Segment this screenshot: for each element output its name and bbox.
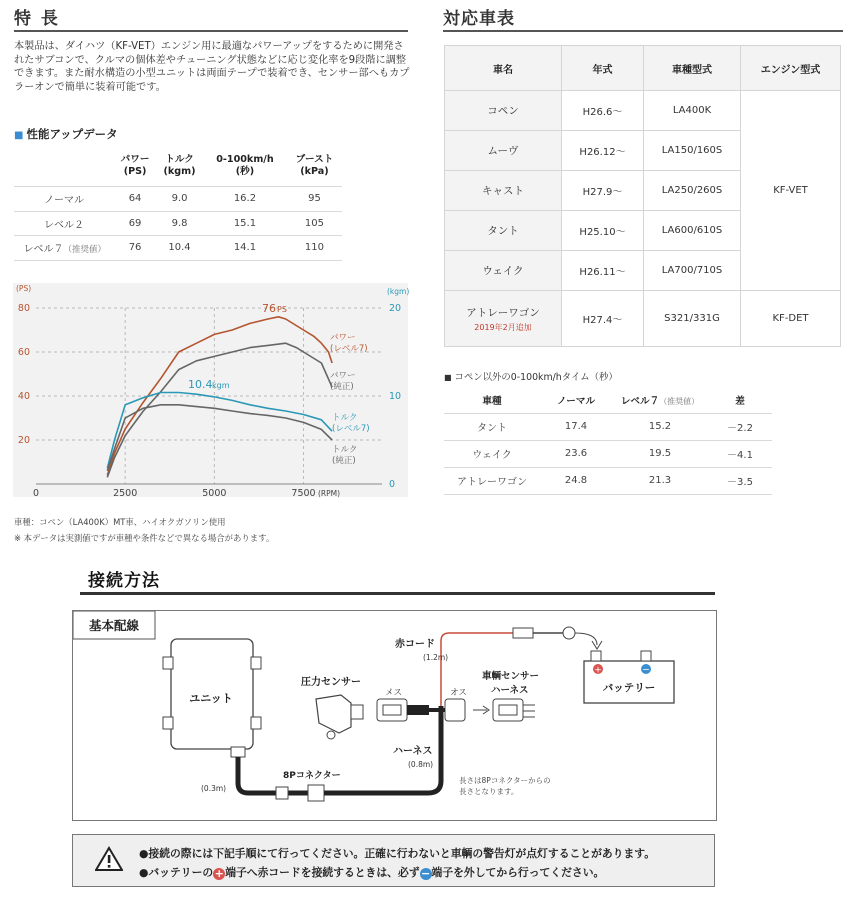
table-cell: 10.4 — [156, 236, 203, 261]
battery-label: バッテリー — [602, 682, 656, 694]
compat-table-header — [445, 46, 841, 91]
series-label-torque_stock: トルク — [332, 445, 358, 455]
table-cell: 95 — [287, 187, 342, 212]
male-connector — [445, 699, 465, 721]
added-date-note: 2019年2月追加 — [474, 322, 532, 332]
wheel-sensor-label-2: ハーネス — [491, 685, 529, 696]
compat-title: 対応車表 — [443, 9, 515, 29]
length-note-1: 長さは8Pコネクターからの — [459, 776, 551, 785]
compat-table — [444, 45, 841, 347]
table-cell: 15.2 — [612, 413, 708, 440]
row-label: レベル７（推奨値） — [14, 236, 114, 261]
perf-col-boost: ブースト (kPa) — [295, 154, 334, 177]
table-cell: －3.5 — [708, 467, 772, 494]
car-model: S321/331G — [644, 291, 741, 347]
accel-time-table — [444, 388, 772, 495]
car-model: LA700/710S — [644, 251, 741, 291]
car-name: タント — [445, 211, 562, 251]
table-cell: アトレーワゴン — [444, 467, 540, 494]
perf-col-torque: トルク (kgm) — [163, 154, 196, 177]
series-label-torque_level7: トルク — [332, 413, 358, 423]
table-cell: 14.1 — [203, 236, 287, 261]
features-title: 特 長 — [14, 9, 60, 29]
col-diff: 差 — [735, 396, 745, 408]
y-right-tick-label: 0 — [389, 479, 396, 490]
table-cell: タント — [444, 413, 540, 440]
car-name: ウェイク — [445, 251, 562, 291]
x-tick-label: 5000 — [202, 488, 227, 499]
table-row — [444, 413, 772, 440]
table-cell: 69 — [114, 211, 156, 236]
col-car-name: 車名 — [445, 46, 562, 91]
car-year: H26.12～ — [562, 131, 644, 171]
unit-label: ユニット — [189, 692, 233, 705]
y-left-axis-label: (PS) — [16, 284, 32, 293]
y-right-tick-label: 10 — [389, 391, 402, 402]
minus-terminal-icon: − — [420, 867, 431, 880]
table-cell: 76 — [114, 236, 156, 261]
square-bullet-icon: ■ — [444, 373, 452, 382]
row-label: レベル２ — [14, 211, 114, 236]
y-left-tick-label: 60 — [17, 347, 30, 358]
annotation-peak-torque: 10.4 — [188, 378, 213, 391]
col-car: 車種 — [482, 396, 502, 408]
connection-title: 接続方法 — [88, 571, 160, 591]
battery-plus: + — [594, 665, 602, 676]
annotation-peak-power: 76 — [262, 302, 276, 315]
table-cell: 105 — [287, 211, 342, 236]
y-right-axis-label: (kgm) — [387, 287, 410, 296]
car-name: アトレーワゴン 2019年2月追加 — [445, 291, 562, 347]
x-tick-label: 2500 — [113, 488, 138, 499]
car-year: H26.11～ — [562, 251, 644, 291]
y-left-tick-label: 80 — [17, 303, 30, 314]
harness-label: ハーネス — [393, 746, 433, 757]
8p-connector-length: (0.3m) — [201, 784, 227, 793]
compat-divider — [443, 30, 843, 32]
car-model: LA150/160S — [644, 131, 741, 171]
warning-box — [72, 834, 715, 887]
x-tick-label: 7500 — [291, 488, 316, 499]
car-year: H25.10～ — [562, 211, 644, 251]
table-cell: 9.8 — [156, 211, 203, 236]
x-tick-label: 0 — [32, 488, 40, 499]
annotation-peak-torque-unit: kgm — [212, 381, 230, 390]
chart-note-vehicle: 車種：コペン（LA400K）MT車、ハイオクガソリン使用 — [14, 517, 226, 527]
8p-connector-left — [276, 787, 288, 799]
table-cell: 19.5 — [612, 440, 708, 467]
car-model: LA600/610S — [644, 211, 741, 251]
perf-col-power: パワー (PS) — [120, 154, 150, 177]
table-cell: 23.6 — [540, 440, 612, 467]
wiring-diagram — [72, 610, 717, 821]
car-model: LA400K — [644, 91, 741, 131]
table-row — [444, 440, 772, 467]
series-sublabel-power_level7: (レベル7) — [330, 344, 368, 354]
plus-terminal-icon: + — [214, 867, 224, 880]
features-intro: 本製品は、ダイハツ（KF-VET）エンジン用に最適なパワーアップをするために開発されたサブコンで、クルマの個体差やチューニング状態などに応じ変化率を9段階に調整できます。また耐水構造の小型ユニットは両面テープで装着でき、センサー部へもカプラーオンで簡単に装着可能です。 — [14, 41, 410, 93]
red-cord-fuse — [513, 628, 533, 638]
female-label: メス — [385, 688, 403, 698]
y-left-tick-label: 20 — [17, 435, 30, 446]
series-label-power_stock: パワー — [330, 371, 356, 381]
engine-type-kfvet: KF-VET — [741, 91, 841, 291]
series-sublabel-power_stock: (純正) — [330, 382, 354, 392]
red-cord-length: (1.2m) — [423, 653, 449, 662]
length-note-2: 長さとなります。 — [459, 787, 519, 796]
perf-col-accel: 0-100km/h (秒) — [216, 154, 274, 177]
table-row — [444, 467, 772, 494]
8p-connector-right — [308, 785, 324, 801]
square-bullet-icon: ■ — [14, 130, 24, 141]
car-model: LA250/260S — [644, 171, 741, 211]
time-table-title: ■ コペン以外の0-100km/hタイム（秒） — [444, 372, 618, 383]
table-cell: 15.1 — [203, 211, 287, 236]
time-table-header — [444, 388, 772, 413]
table-cell: 64 — [114, 187, 156, 212]
col-engine: エンジン型式 — [741, 46, 841, 91]
connection-divider — [80, 592, 715, 595]
pressure-sensor-icon — [316, 695, 363, 739]
series-sublabel-torque_stock: (純正) — [332, 456, 356, 466]
table-row — [445, 291, 841, 347]
series-line-power_level7 — [107, 317, 332, 475]
dyno-chart — [0, 0, 420, 505]
battery-minus: − — [642, 665, 650, 676]
ring-terminal — [563, 627, 575, 639]
car-name: コペン — [445, 91, 562, 131]
annotation-peak-power-unit: PS — [277, 305, 287, 314]
x-axis-label: (RPM) — [318, 489, 341, 498]
warning-icon — [95, 846, 123, 872]
col-normal: ノーマル — [556, 396, 596, 408]
car-year: H27.4～ — [562, 291, 644, 347]
col-model: 車種型式 — [644, 46, 741, 91]
series-label-power_level7: パワー — [330, 333, 356, 343]
table-cell: 24.8 — [540, 467, 612, 494]
car-year: H27.9～ — [562, 171, 644, 211]
series-line-power_stock — [107, 343, 332, 477]
table-cell: 110 — [287, 236, 342, 261]
table-row — [445, 91, 841, 131]
warning-line-2: ●バッテリーの+端子へ赤コードを接続するときは、必ず−端子を外してから行ってください。 — [139, 866, 605, 880]
table-cell: －4.1 — [708, 440, 772, 467]
series-sublabel-torque_level7: (レベル7) — [332, 424, 370, 434]
y-left-tick-label: 40 — [17, 391, 30, 402]
row-label: ノーマル — [14, 187, 114, 212]
perf-data-title: 性能アップデータ — [26, 127, 118, 141]
table-cell: －2.2 — [708, 413, 772, 440]
female-cable — [407, 705, 429, 715]
y-right-tick-label: 20 — [389, 303, 402, 314]
red-cord-label: 赤コード — [395, 639, 435, 650]
engine-type-kfdet: KF-DET — [741, 291, 841, 347]
table-cell: 21.3 — [612, 467, 708, 494]
harness-length: (0.8m) — [408, 760, 434, 769]
car-year: H26.6～ — [562, 91, 644, 131]
table-cell: 9.0 — [156, 187, 203, 212]
8p-connector-label: 8Pコネクター — [283, 771, 341, 781]
warning-line-1: ●接続の際には下記手順にて行ってください。正確に行わないと車輌の警告灯が点灯することがあります。 — [139, 847, 656, 860]
diagram-title: 基本配線 — [88, 618, 140, 633]
battery-icon — [584, 651, 674, 703]
col-year: 年式 — [562, 46, 644, 91]
pressure-sensor-label: 圧力センサー — [301, 677, 361, 688]
wiring-diagram-svg — [73, 611, 718, 822]
series-line-torque_level7 — [107, 393, 332, 469]
car-name: ムーヴ — [445, 131, 562, 171]
table-cell: ウェイク — [444, 440, 540, 467]
table-cell: 17.4 — [540, 413, 612, 440]
male-label: オス — [450, 688, 467, 698]
wheel-sensor-label-1: 車輌センサー — [482, 671, 540, 682]
chart-note-disclaimer: ※ 本データは実測値ですが車種や条件などで異なる場合があります。 — [14, 533, 275, 543]
table-cell: 16.2 — [203, 187, 287, 212]
car-name: キャスト — [445, 171, 562, 211]
col-level7: レベル７（推奨値） — [620, 396, 700, 408]
